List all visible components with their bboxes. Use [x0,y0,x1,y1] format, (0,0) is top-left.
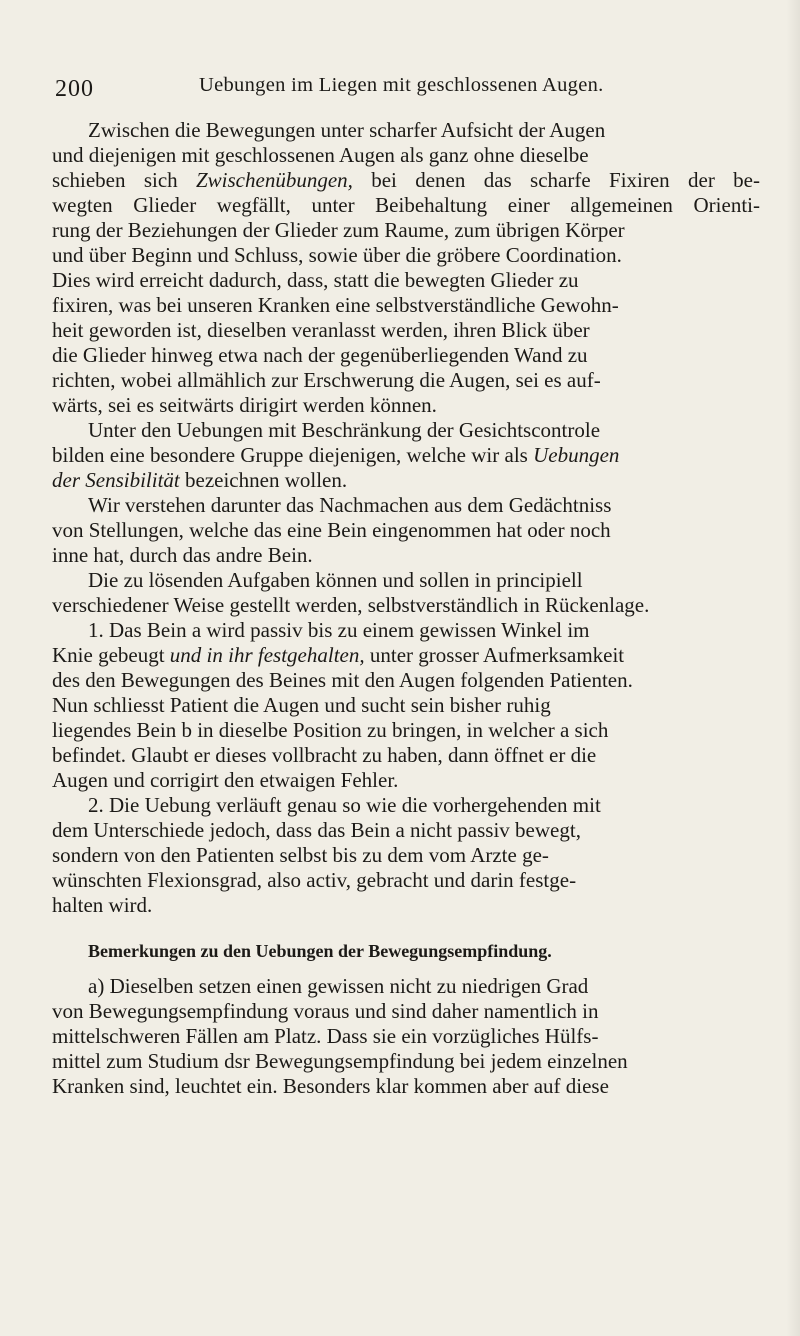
text-line: des den Bewegungen des Beines mit den Augen folgenden Patienten. [52,668,633,692]
text-line: liegendes Bein b in dieselbe Position zu bringen, in welcher a sich [52,718,609,742]
text-line: Augen und corrigirt den etwaigen Fehler. [52,768,399,792]
text-line: halten wird. [52,893,153,917]
page-number: 200 [55,76,94,102]
text-run: bezeichnen wollen. [179,468,348,492]
text-line: wärts, sei es seitwärts dirigirt werden können. [52,393,437,417]
text-line: rung der Beziehungen der Glieder zum Raume, zum übrigen Körper [52,218,625,242]
text-line: Die zu lösenden Aufgaben können und sollen in principiell [88,568,583,592]
text-line [52,468,760,493]
text-line [52,443,760,468]
text-line: befindet. Glaubt er dieses vollbracht zu haben, dann öffnet er die [52,743,597,767]
text-line: heit geworden ist, dieselben veranlasst werden, ihren Blick über [52,318,590,342]
page-edge-shadow [786,0,800,1336]
text-line: mittelschweren Fällen am Platz. Dass sie ein vorzügliches Hülfs- [52,1024,599,1048]
text-line: Wir verstehen darunter das Nachmachen aus dem Gedächtniss [88,493,612,517]
text-line: mittel zum Studium dsr Bewegungsempfindung bei jedem einzelnen [52,1049,628,1073]
paragraph-5 [52,618,760,793]
emphasis-term: Uebungen [533,443,620,467]
text-line: Dies wird erreicht dadurch, dass, statt die bewegten Glieder zu [52,268,579,292]
text-line: wegten Glieder wegfällt, unter Beibehaltung einer allgemeinen Orienti- [52,193,760,217]
text-line: inne hat, durch das andre Bein. [52,543,313,567]
text-line: sondern von den Patienten selbst bis zu dem vom Arzte ge- [52,843,549,867]
text-line: dem Unterschiede jedoch, dass das Bein a nicht passiv bewegt, [52,818,581,842]
page-body [52,118,760,1099]
text-run: bilden eine besondere Gruppe diejenigen, welche wir als [52,443,534,467]
text-line: die Glieder hinweg etwa nach der gegenüberliegenden Wand zu [52,343,588,367]
text-line: fixiren, was bei unseren Kranken eine selbstverständliche Gewohn- [52,293,619,317]
text-run: schieben sich [52,168,196,192]
text-line: Unter den Uebungen mit Beschränkung der Gesichtscontrole [88,418,601,442]
text-line [52,643,760,668]
paragraph-6 [52,793,760,918]
emphasis-term: und in ihr festgehalten, [169,643,365,667]
running-header [55,72,755,102]
paragraph-4 [52,568,760,618]
text-line: Kranken sind, leuchtet ein. Besonders klar kommen aber auf diese [52,1074,609,1098]
paragraph-3 [52,493,760,568]
text-line: von Bewegungsempfindung voraus und sind daher namentlich in [52,999,599,1023]
running-title: Uebungen im Liegen mit geschlossenen Augen. [199,74,604,96]
text-line [52,168,760,193]
text-line: wünschten Flexionsgrad, also activ, gebracht und darin festge- [52,868,577,892]
text-line: Zwischen die Bewegungen unter scharfer Aufsicht der Augen [88,118,606,142]
text-line: verschiedener Weise gestellt werden, selbstverständlich in Rückenlage. [52,593,650,617]
text-line: 1. Das Bein a wird passiv bis zu einem gewissen Winkel im [88,618,590,642]
text-line: a) Dieselben setzen einen gewissen nicht zu niedrigen Grad [88,974,589,998]
text-line: und diejenigen mit geschlossenen Augen als ganz ohne dieselbe [52,143,589,167]
text-line: 2. Die Uebung verläuft genau so wie die vorhergehenden mit [88,793,601,817]
text-line: und über Beginn und Schluss, sowie über die gröbere Coordination. [52,243,622,267]
text-line: richten, wobei allmählich zur Erschwerung die Augen, sei es auf- [52,368,601,392]
paragraph-7 [52,974,760,1099]
paragraph-1 [52,118,760,418]
text-run: bei denen das scharfe Fixiren der be- [352,168,760,192]
emphasis-term: der Sensibilität [52,468,180,492]
emphasis-term: Zwischenübungen, [195,168,353,192]
text-line: von Stellungen, welche das eine Bein eingenommen hat oder noch [52,518,611,542]
text-run: Knie gebeugt [52,643,170,667]
text-line: Nun schliesst Patient die Augen und sucht sein bisher ruhig [52,693,551,717]
paragraph-2 [52,418,760,493]
text-run: unter grosser Aufmerksamkeit [364,643,625,667]
section-heading: Bemerkungen zu den Uebungen der Bewegungsempfindung. [88,941,552,961]
